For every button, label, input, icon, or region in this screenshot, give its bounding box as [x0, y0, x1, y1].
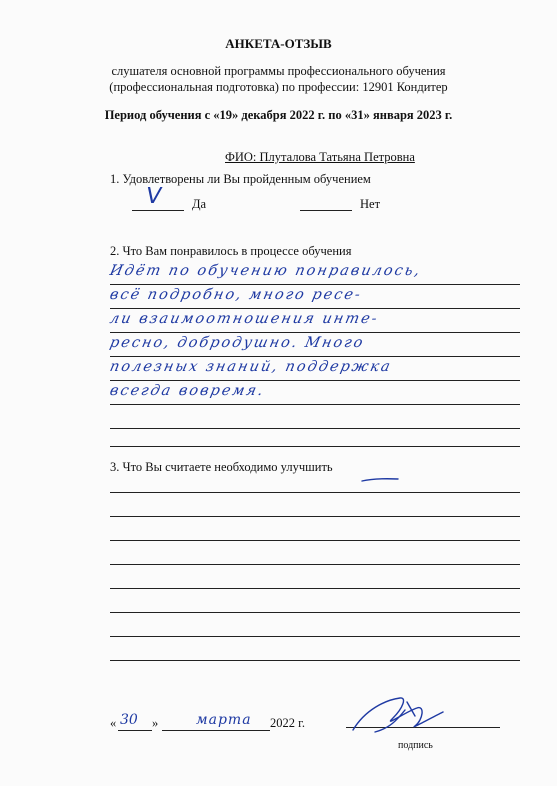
- date-year: 2022 г.: [270, 716, 305, 730]
- no-answer-line: [300, 210, 352, 211]
- answer-line: [110, 356, 520, 357]
- date-month-handwritten: марта: [196, 712, 252, 728]
- yes-checkmark: V: [143, 184, 164, 209]
- handwritten-signature: [345, 690, 455, 750]
- form-subtitle-line2: (профессиональная подготовка) по профессии: 12901 Кондитер: [109, 80, 448, 94]
- yes-label: Да: [192, 197, 207, 211]
- question-3: 3. Что Вы считаете необходимо улучшить: [110, 460, 333, 474]
- form-subtitle-line1: слушателя основной программы профессионального обучения: [111, 64, 446, 78]
- date-day-handwritten: 30: [120, 712, 138, 728]
- yes-answer-line: [132, 210, 184, 211]
- answer-line: [110, 612, 520, 613]
- answer-line: [110, 492, 520, 493]
- handwritten-answer-line: всегда вовремя.: [108, 383, 267, 399]
- answer-line: [110, 308, 520, 309]
- training-period: Период обучения с «19» декабря 2022 г. по «31» января 2023 г.: [104, 108, 453, 122]
- answer-line: [110, 332, 520, 333]
- date-day-line: [118, 730, 152, 731]
- form-title: АНКЕТА-ОТЗЫВ: [225, 36, 332, 51]
- answer-line: [110, 636, 520, 637]
- answer-line: [110, 428, 520, 429]
- answer-line: [110, 564, 520, 565]
- date-month-line: [162, 730, 270, 731]
- answer-line: [110, 380, 520, 381]
- student-name: ФИО: Плуталова Татьяна Петровна: [225, 150, 415, 164]
- date-open-quote: «: [110, 716, 117, 730]
- answer-line: [110, 660, 520, 661]
- handwritten-answer-line: Идёт по обучению понравилось,: [108, 263, 423, 279]
- no-label: Нет: [360, 197, 381, 211]
- date-close-quote: »: [152, 716, 159, 730]
- answer-line: [110, 284, 520, 285]
- answer-line: [110, 588, 520, 589]
- handwritten-answer-line: полезных знаний, поддержка: [108, 359, 394, 375]
- question-2: 2. Что Вам понравилось в процессе обучения: [110, 244, 352, 258]
- question-1: 1. Удовлетворены ли Вы пройденным обучением: [110, 172, 371, 186]
- answer-line: [110, 516, 520, 517]
- signature-label: подпись: [398, 740, 433, 751]
- handwritten-answer-line: ли взаимоотношения инте-: [108, 311, 381, 327]
- pen-stroke-mark: [360, 476, 400, 484]
- handwritten-answer-line: ресно, добродушно. Много: [108, 335, 366, 351]
- answer-line: [110, 446, 520, 447]
- handwritten-answer-line: всё подробно, много ресе-: [108, 287, 364, 303]
- answer-line: [110, 540, 520, 541]
- answer-line: [110, 404, 520, 405]
